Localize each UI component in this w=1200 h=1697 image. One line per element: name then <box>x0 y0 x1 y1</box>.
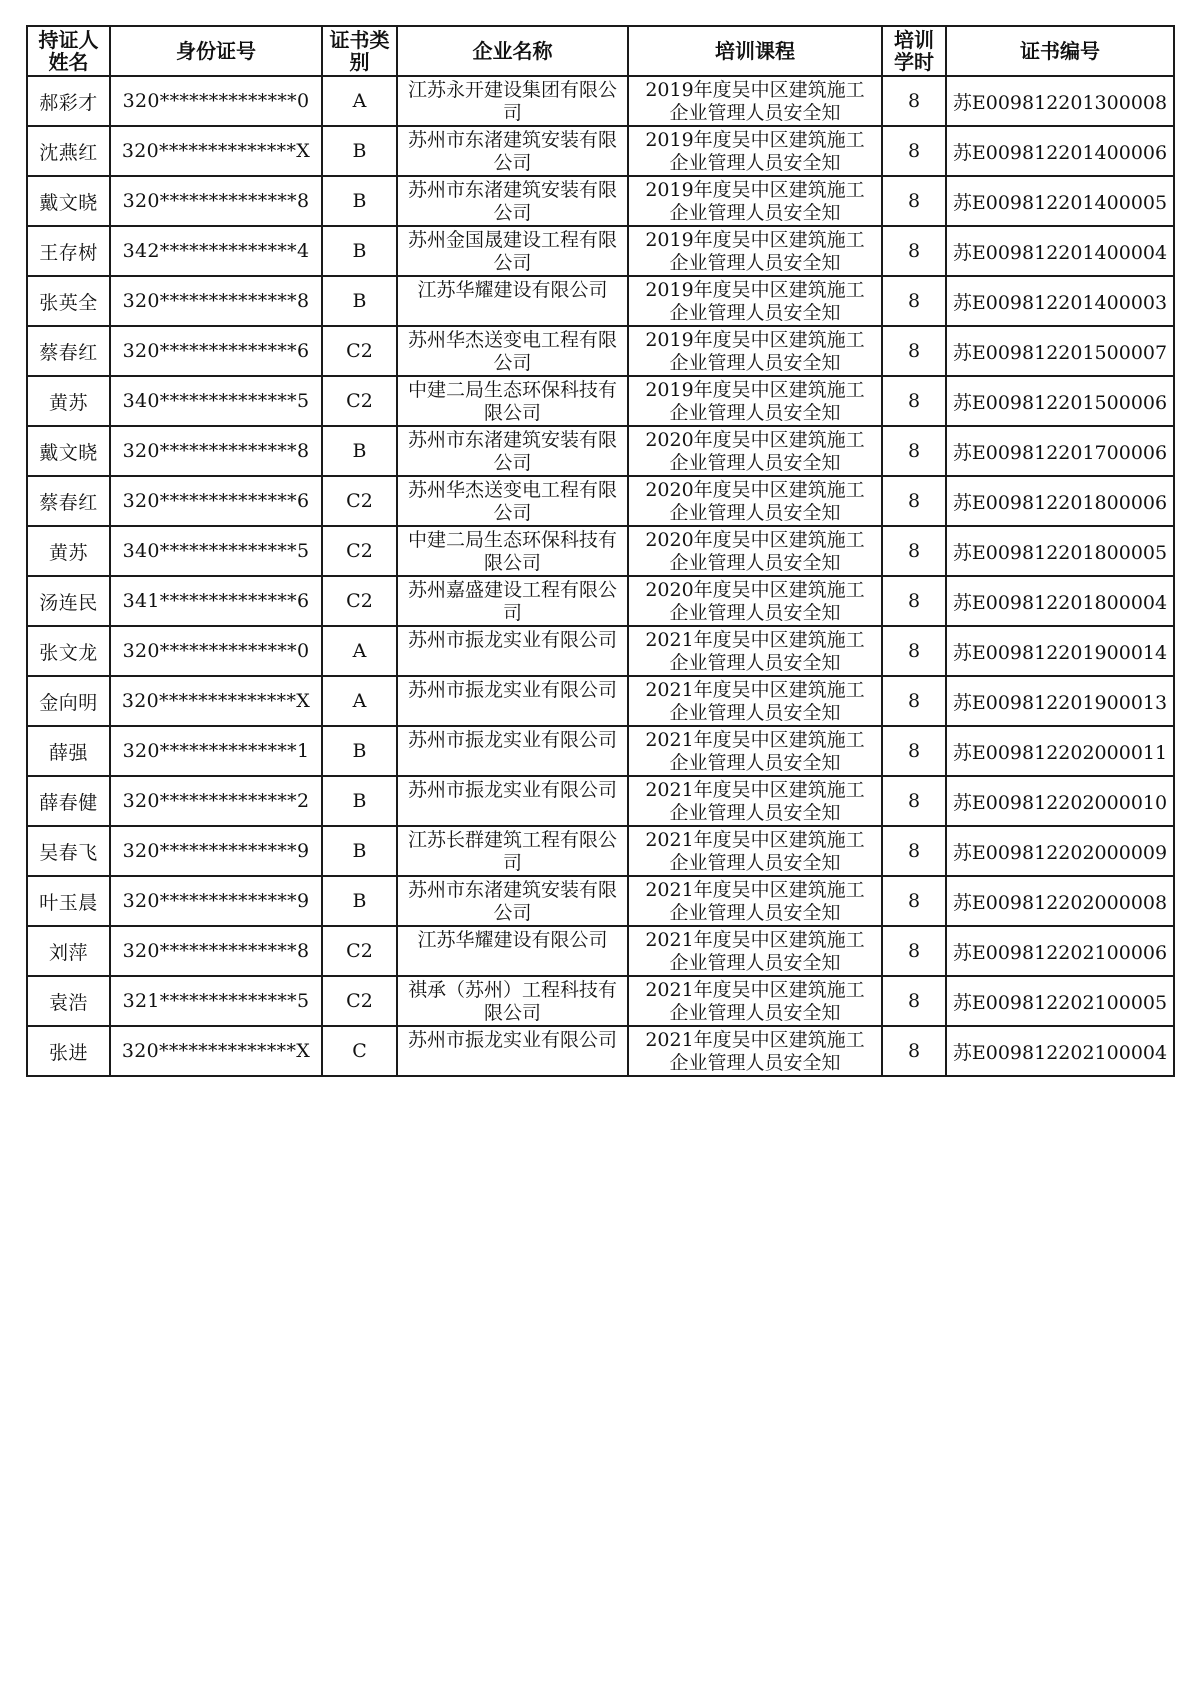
cell-cert-type: B <box>322 226 397 276</box>
cell-id-number: 320**************X <box>110 1026 322 1076</box>
cell-company <box>397 526 628 576</box>
cell-hours: 8 <box>882 676 946 726</box>
cell-text: 2020年度吴中区建筑施工企业管理人员安全知 <box>645 479 865 524</box>
cell-course <box>628 126 882 176</box>
cell-hours: 8 <box>882 326 946 376</box>
cell-hours: 8 <box>882 176 946 226</box>
cell-hours: 8 <box>882 876 946 926</box>
cell-course <box>628 376 882 426</box>
table-row <box>27 426 1174 476</box>
cell-name: 蔡春红 <box>27 476 110 526</box>
header-id-number: 身份证号 <box>110 26 322 76</box>
header-course: 培训课程 <box>628 26 882 76</box>
cell-cert-type: C2 <box>322 976 397 1026</box>
cell-hours: 8 <box>882 1026 946 1076</box>
table-row <box>27 976 1174 1026</box>
header-cert-number: 证书编号 <box>946 26 1174 76</box>
cell-id-number: 320**************8 <box>110 276 322 326</box>
cell-text: 2020年度吴中区建筑施工企业管理人员安全知 <box>645 579 865 624</box>
table-row <box>27 576 1174 626</box>
cell-company <box>397 226 628 276</box>
cell-hours: 8 <box>882 826 946 876</box>
table-row <box>27 176 1174 226</box>
cell-text: 2019年度吴中区建筑施工企业管理人员安全知 <box>645 379 865 424</box>
cell-text: 2021年度吴中区建筑施工企业管理人员安全知 <box>645 1029 865 1074</box>
cell-text: 2019年度吴中区建筑施工企业管理人员安全知 <box>645 329 865 374</box>
cell-text: 苏州市东渚建筑安装有限公司 <box>408 429 618 474</box>
cell-cert-number: 苏E009812201400003 <box>946 276 1174 326</box>
cell-cert-number: 苏E009812202100005 <box>946 976 1174 1026</box>
cell-text: 苏州金国晟建设工程有限公司 <box>408 229 618 274</box>
cell-course <box>628 676 882 726</box>
cell-company <box>397 276 628 326</box>
table-row <box>27 1026 1174 1076</box>
cell-name: 吴春飞 <box>27 826 110 876</box>
cell-cert-type: C2 <box>322 476 397 526</box>
cell-cert-type: B <box>322 876 397 926</box>
cell-hours: 8 <box>882 126 946 176</box>
certificate-table <box>26 25 1175 1077</box>
cell-id-number: 340**************5 <box>110 376 322 426</box>
cell-company <box>397 326 628 376</box>
cell-text: 2019年度吴中区建筑施工企业管理人员安全知 <box>645 129 865 174</box>
cell-cert-number: 苏E009812201900013 <box>946 676 1174 726</box>
cell-name: 沈燕红 <box>27 126 110 176</box>
cell-name: 黄苏 <box>27 526 110 576</box>
cell-name: 薛春健 <box>27 776 110 826</box>
cell-name: 张英全 <box>27 276 110 326</box>
cell-text: 江苏长群建筑工程有限公司 <box>408 829 618 874</box>
cell-company <box>397 76 628 126</box>
table-row <box>27 876 1174 926</box>
table-row <box>27 476 1174 526</box>
cell-course <box>628 526 882 576</box>
cell-course <box>628 1026 882 1076</box>
cell-company <box>397 776 628 826</box>
cell-name: 叶玉晨 <box>27 876 110 926</box>
cell-cert-type: B <box>322 176 397 226</box>
header-hours: 培训学时 <box>882 26 946 76</box>
cell-id-number: 320**************8 <box>110 426 322 476</box>
cell-cert-type: B <box>322 276 397 326</box>
cell-text: 2021年度吴中区建筑施工企业管理人员安全知 <box>645 679 865 724</box>
cell-company <box>397 676 628 726</box>
cell-id-number: 320**************9 <box>110 876 322 926</box>
cell-company <box>397 476 628 526</box>
table-row <box>27 126 1174 176</box>
cell-text: 苏州华杰送变电工程有限公司 <box>408 479 618 524</box>
cell-hours: 8 <box>882 426 946 476</box>
cell-text: 2019年度吴中区建筑施工企业管理人员安全知 <box>645 79 865 124</box>
table-row <box>27 676 1174 726</box>
cell-company <box>397 976 628 1026</box>
cell-id-number: 320**************X <box>110 676 322 726</box>
cell-text: 2021年度吴中区建筑施工企业管理人员安全知 <box>645 829 865 874</box>
cell-hours: 8 <box>882 226 946 276</box>
cell-cert-number: 苏E009812202000011 <box>946 726 1174 776</box>
table-row <box>27 526 1174 576</box>
cell-id-number: 341**************6 <box>110 576 322 626</box>
cell-course <box>628 626 882 676</box>
cell-id-number: 320**************0 <box>110 626 322 676</box>
cell-company <box>397 576 628 626</box>
cell-course <box>628 776 882 826</box>
table-header <box>27 26 1174 76</box>
cell-id-number: 320**************2 <box>110 776 322 826</box>
cell-hours: 8 <box>882 576 946 626</box>
cell-text: 苏州市振龙实业有限公司 <box>408 779 618 801</box>
cell-course <box>628 426 882 476</box>
table-row <box>27 226 1174 276</box>
cell-hours: 8 <box>882 276 946 326</box>
table-row <box>27 276 1174 326</box>
cell-cert-number: 苏E009812202000010 <box>946 776 1174 826</box>
cell-text: 2020年度吴中区建筑施工企业管理人员安全知 <box>645 429 865 474</box>
cell-course <box>628 226 882 276</box>
cell-cert-number: 苏E009812202000009 <box>946 826 1174 876</box>
cell-course <box>628 926 882 976</box>
cell-cert-number: 苏E009812201500006 <box>946 376 1174 426</box>
cell-cert-type: C2 <box>322 576 397 626</box>
table-row <box>27 826 1174 876</box>
cell-id-number: 320**************1 <box>110 726 322 776</box>
cell-text: 苏州市东渚建筑安装有限公司 <box>408 179 618 224</box>
table-row <box>27 626 1174 676</box>
cell-cert-number: 苏E009812202100004 <box>946 1026 1174 1076</box>
cell-hours: 8 <box>882 476 946 526</box>
cell-company <box>397 126 628 176</box>
cell-course <box>628 976 882 1026</box>
cell-text: 2020年度吴中区建筑施工企业管理人员安全知 <box>645 529 865 574</box>
cell-cert-number: 苏E009812202000008 <box>946 876 1174 926</box>
cell-cert-type: C2 <box>322 926 397 976</box>
cell-name: 金向明 <box>27 676 110 726</box>
cell-hours: 8 <box>882 626 946 676</box>
table-row <box>27 776 1174 826</box>
cell-id-number: 320**************6 <box>110 326 322 376</box>
cell-text: 苏州市东渚建筑安装有限公司 <box>408 879 618 924</box>
cell-cert-number: 苏E009812201400004 <box>946 226 1174 276</box>
cell-text: 2019年度吴中区建筑施工企业管理人员安全知 <box>645 279 865 324</box>
cell-text: 2021年度吴中区建筑施工企业管理人员安全知 <box>645 729 865 774</box>
cell-text: 苏州嘉盛建设工程有限公司 <box>408 579 618 624</box>
cell-hours: 8 <box>882 976 946 1026</box>
cell-cert-type: B <box>322 776 397 826</box>
cell-text: 江苏华耀建设有限公司 <box>417 279 608 301</box>
cell-text: 江苏永开建设集团有限公司 <box>408 79 618 124</box>
table-row <box>27 726 1174 776</box>
cell-cert-number: 苏E009812201300008 <box>946 76 1174 126</box>
header-name: 持证人姓名 <box>27 26 110 76</box>
cell-course <box>628 326 882 376</box>
cell-company <box>397 626 628 676</box>
cell-name: 戴文晓 <box>27 176 110 226</box>
header-cert-type: 证书类别 <box>322 26 397 76</box>
cell-id-number: 321**************5 <box>110 976 322 1026</box>
cell-name: 薛强 <box>27 726 110 776</box>
cell-company <box>397 826 628 876</box>
cell-text: 2021年度吴中区建筑施工企业管理人员安全知 <box>645 879 865 924</box>
cell-cert-type: C <box>322 1026 397 1076</box>
table-row <box>27 376 1174 426</box>
cell-hours: 8 <box>882 926 946 976</box>
cell-company <box>397 1026 628 1076</box>
cell-cert-type: B <box>322 726 397 776</box>
cell-cert-number: 苏E009812201800005 <box>946 526 1174 576</box>
cell-text: 苏州市东渚建筑安装有限公司 <box>408 129 618 174</box>
cell-cert-number: 苏E009812201500007 <box>946 326 1174 376</box>
cell-company <box>397 176 628 226</box>
cell-id-number: 320**************8 <box>110 176 322 226</box>
cell-name: 袁浩 <box>27 976 110 1026</box>
cell-company <box>397 926 628 976</box>
cell-id-number: 340**************5 <box>110 526 322 576</box>
cell-name: 汤连民 <box>27 576 110 626</box>
cell-id-number: 320**************X <box>110 126 322 176</box>
cell-cert-type: A <box>322 76 397 126</box>
cell-name: 张进 <box>27 1026 110 1076</box>
cell-name: 张文龙 <box>27 626 110 676</box>
cell-text: 2019年度吴中区建筑施工企业管理人员安全知 <box>645 179 865 224</box>
cell-text: 中建二局生态环保科技有限公司 <box>408 379 618 424</box>
cell-text: 2021年度吴中区建筑施工企业管理人员安全知 <box>645 979 865 1024</box>
cell-cert-number: 苏E009812201800006 <box>946 476 1174 526</box>
cell-company <box>397 726 628 776</box>
cell-id-number: 320**************9 <box>110 826 322 876</box>
cell-text: 2021年度吴中区建筑施工企业管理人员安全知 <box>645 929 865 974</box>
cell-text: 2019年度吴中区建筑施工企业管理人员安全知 <box>645 229 865 274</box>
table-row <box>27 926 1174 976</box>
cell-cert-type: C2 <box>322 526 397 576</box>
cell-text: 苏州市振龙实业有限公司 <box>408 729 618 751</box>
table-row <box>27 76 1174 126</box>
cell-hours: 8 <box>882 76 946 126</box>
cell-cert-number: 苏E009812201900014 <box>946 626 1174 676</box>
cell-text: 江苏华耀建设有限公司 <box>417 929 608 951</box>
cell-course <box>628 726 882 776</box>
cell-hours: 8 <box>882 776 946 826</box>
cell-text: 苏州市振龙实业有限公司 <box>408 1029 618 1051</box>
cell-name: 郝彩才 <box>27 76 110 126</box>
cell-text: 苏州华杰送变电工程有限公司 <box>408 329 618 374</box>
cell-text: 2021年度吴中区建筑施工企业管理人员安全知 <box>645 779 865 824</box>
cell-name: 刘萍 <box>27 926 110 976</box>
cell-course <box>628 876 882 926</box>
cell-cert-type: B <box>322 126 397 176</box>
cell-cert-number: 苏E009812201400005 <box>946 176 1174 226</box>
cell-course <box>628 76 882 126</box>
cell-company <box>397 426 628 476</box>
cell-name: 蔡春红 <box>27 326 110 376</box>
cell-id-number: 320**************0 <box>110 76 322 126</box>
cell-course <box>628 476 882 526</box>
cell-cert-number: 苏E009812201800004 <box>946 576 1174 626</box>
header-row <box>27 26 1174 76</box>
cell-hours: 8 <box>882 526 946 576</box>
cell-cert-number: 苏E009812201700006 <box>946 426 1174 476</box>
header-company: 企业名称 <box>397 26 628 76</box>
cell-text: 苏州市振龙实业有限公司 <box>408 679 618 701</box>
cell-cert-number: 苏E009812202100006 <box>946 926 1174 976</box>
cell-name: 王存树 <box>27 226 110 276</box>
cell-id-number: 320**************8 <box>110 926 322 976</box>
cell-cert-number: 苏E009812201400006 <box>946 126 1174 176</box>
cell-text: 苏州市振龙实业有限公司 <box>408 629 618 651</box>
cell-id-number: 342**************4 <box>110 226 322 276</box>
table-row <box>27 326 1174 376</box>
cell-course <box>628 176 882 226</box>
cell-course <box>628 826 882 876</box>
cell-company <box>397 376 628 426</box>
cell-cert-type: A <box>322 626 397 676</box>
cell-text: 中建二局生态环保科技有限公司 <box>408 529 618 574</box>
cell-cert-type: C2 <box>322 376 397 426</box>
cell-course <box>628 276 882 326</box>
cell-cert-type: B <box>322 826 397 876</box>
cell-company <box>397 876 628 926</box>
cell-name: 戴文晓 <box>27 426 110 476</box>
cell-name: 黄苏 <box>27 376 110 426</box>
cell-cert-type: A <box>322 676 397 726</box>
cell-course <box>628 576 882 626</box>
cell-hours: 8 <box>882 376 946 426</box>
cell-text: 祺承（苏州）工程科技有限公司 <box>408 979 618 1024</box>
cell-hours: 8 <box>882 726 946 776</box>
table-body <box>27 76 1174 1076</box>
cell-cert-type: B <box>322 426 397 476</box>
cell-id-number: 320**************6 <box>110 476 322 526</box>
cell-text: 2021年度吴中区建筑施工企业管理人员安全知 <box>645 629 865 674</box>
cell-cert-type: C2 <box>322 326 397 376</box>
